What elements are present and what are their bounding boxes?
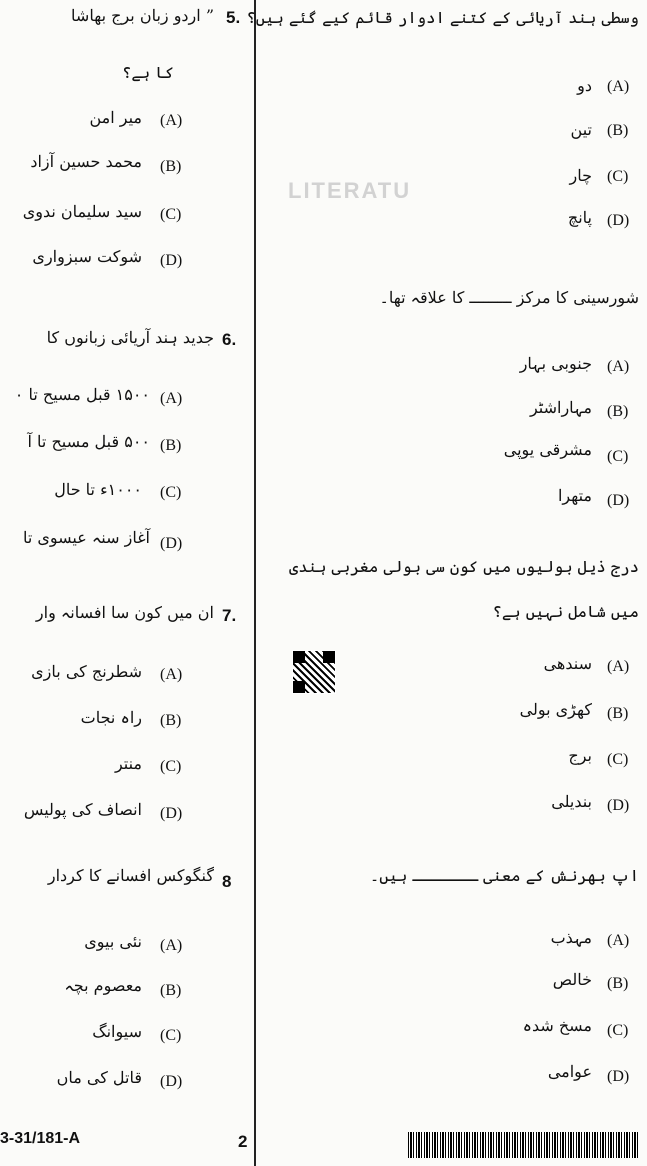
q2-option-b-letter: (B) bbox=[607, 403, 629, 420]
q5-option-b-letter: (B) bbox=[160, 158, 182, 175]
q3-option-a[interactable]: سندھی bbox=[543, 654, 592, 673]
q1-option-a-letter: (A) bbox=[607, 78, 630, 95]
q3-option-a-letter: (A) bbox=[607, 658, 630, 675]
q2-option-a-letter: (A) bbox=[607, 358, 630, 375]
q7-option-c[interactable]: منتر bbox=[114, 754, 142, 773]
q8-option-c[interactable]: سیوانگ bbox=[92, 1022, 142, 1041]
q8-option-d[interactable]: قاتل کی ماں bbox=[56, 1068, 142, 1087]
q5-option-d-letter: (D) bbox=[160, 252, 183, 269]
q3-option-c[interactable]: برج bbox=[568, 746, 592, 765]
q3-option-d[interactable]: بندیلی bbox=[551, 792, 592, 811]
q3-option-b-letter: (B) bbox=[607, 705, 629, 722]
q1-option-d-letter: (D) bbox=[607, 212, 630, 229]
page-number: 2 bbox=[238, 1132, 248, 1151]
q1-option-b-letter: (B) bbox=[607, 122, 629, 139]
q7-option-d[interactable]: انصاف کی پولیس bbox=[23, 800, 142, 819]
q5-number: 5. bbox=[226, 8, 241, 27]
q7-option-b-letter: (B) bbox=[160, 712, 182, 729]
bleed-through-text: LITERATU bbox=[288, 178, 412, 203]
q4-option-b-letter: (B) bbox=[607, 975, 629, 992]
q5-option-a[interactable]: میر امن bbox=[89, 108, 142, 127]
q6-option-d-letter: (D) bbox=[160, 535, 183, 552]
q6-option-c[interactable]: ۱۰۰۰ء تا حال bbox=[54, 480, 142, 499]
q3-option-d-letter: (D) bbox=[607, 797, 630, 814]
q8-option-b-letter: (B) bbox=[160, 982, 182, 999]
q5-option-c-letter: (C) bbox=[160, 206, 182, 223]
q5-option-b[interactable]: محمد حسین آزاد bbox=[30, 152, 142, 171]
q6-option-d[interactable]: آغاز سنہ عیسوی تا bbox=[22, 528, 150, 547]
q7-option-a[interactable]: شطرنج کی بازی bbox=[31, 662, 142, 681]
q6-option-a-letter: (A) bbox=[160, 390, 183, 407]
q3-option-c-letter: (C) bbox=[607, 751, 629, 768]
q2-option-a[interactable]: جنوبی بہار bbox=[519, 354, 592, 373]
q1-option-a[interactable]: دو bbox=[577, 76, 592, 95]
left-column bbox=[0, 0, 254, 1120]
q4-option-c[interactable]: مسخ شدہ bbox=[522, 1016, 592, 1035]
q6-number: 6. bbox=[222, 330, 237, 349]
column-divider bbox=[254, 0, 256, 1166]
q1-stem: وسطی ہند آریائی کے کتنے ادوار قائم کیے گئے ہیں؟ bbox=[246, 8, 639, 27]
q4-option-b[interactable]: خالص bbox=[552, 970, 592, 989]
q8-stem: گنگوکس افسانے کا کردار bbox=[47, 866, 214, 885]
qr-code-icon bbox=[292, 650, 336, 694]
q3-stem-line2: میں شامل نہیں ہے؟ bbox=[492, 602, 639, 621]
q5-option-d[interactable]: شوکت سبزواری bbox=[32, 247, 142, 266]
q2-option-b[interactable]: مہاراشٹر bbox=[529, 398, 592, 417]
q2-stem: شورسینی کا مرکز ـــــــــ کا علاقہ تھا۔ bbox=[379, 288, 639, 307]
q4-option-a[interactable]: مہذب bbox=[550, 928, 592, 947]
q1-option-d[interactable]: پانچ bbox=[567, 208, 592, 227]
q8-option-d-letter: (D) bbox=[160, 1073, 183, 1090]
q2-option-d[interactable]: متھرا bbox=[557, 486, 592, 505]
q8-option-b[interactable]: معصوم بچہ bbox=[64, 976, 142, 995]
q7-option-a-letter: (A) bbox=[160, 666, 183, 683]
q4-option-c-letter: (C) bbox=[607, 1022, 629, 1039]
q8-option-a-letter: (A) bbox=[160, 937, 183, 954]
q2-option-d-letter: (D) bbox=[607, 492, 630, 509]
q5-option-c[interactable]: سید سلیمان ندوی bbox=[22, 202, 142, 221]
q7-number: 7. bbox=[222, 606, 237, 625]
q2-option-c[interactable]: مشرقی یوپی bbox=[503, 440, 592, 459]
barcode-icon bbox=[408, 1132, 640, 1158]
q3-option-b[interactable]: کھڑی بولی bbox=[519, 700, 592, 719]
q7-option-b[interactable]: راہ نجات bbox=[80, 708, 142, 727]
q3-stem-line1: درج ذیل بولیوں میں کون سی بولی مغربی ہندی bbox=[288, 557, 639, 576]
q5-option-a-letter: (A) bbox=[160, 112, 183, 129]
q2-option-c-letter: (C) bbox=[607, 448, 629, 465]
paper-code: 3-31/181-A bbox=[0, 1130, 81, 1147]
q4-option-a-letter: (A) bbox=[607, 932, 630, 949]
q7-option-c-letter: (C) bbox=[160, 758, 182, 775]
q6-option-a[interactable]: ۱۵۰۰ قبل مسیح تا ۰ bbox=[14, 385, 150, 404]
q1-option-c[interactable]: چار bbox=[569, 166, 592, 185]
q5-stem-line1: ” اردو زبان برج بھاشا bbox=[71, 6, 214, 25]
q1-option-c-letter: (C) bbox=[607, 168, 629, 185]
q7-option-d-letter: (D) bbox=[160, 805, 183, 822]
q1-option-b[interactable]: تین bbox=[570, 120, 592, 139]
q6-option-b[interactable]: ۵۰۰ قبل مسیح تا آ bbox=[27, 432, 150, 451]
q6-option-c-letter: (C) bbox=[160, 484, 182, 501]
q4-stem: اپ بھرنش کے معنی ـــــــ ہیں۔ bbox=[369, 866, 639, 885]
q6-stem: جدید ہند آریائی زبانوں کا bbox=[46, 328, 214, 347]
q5-stem-line2: کا ہے؟ bbox=[122, 63, 174, 82]
q6-option-b-letter: (B) bbox=[160, 437, 182, 454]
q8-option-c-letter: (C) bbox=[160, 1027, 182, 1044]
q7-stem: ان میں کون سا افسانہ وار bbox=[35, 603, 214, 622]
q4-option-d[interactable]: عوامی bbox=[547, 1062, 592, 1081]
q8-number: 8 bbox=[222, 872, 232, 891]
q8-option-a[interactable]: نئی بیوی bbox=[84, 932, 142, 951]
q4-option-d-letter: (D) bbox=[607, 1068, 630, 1085]
